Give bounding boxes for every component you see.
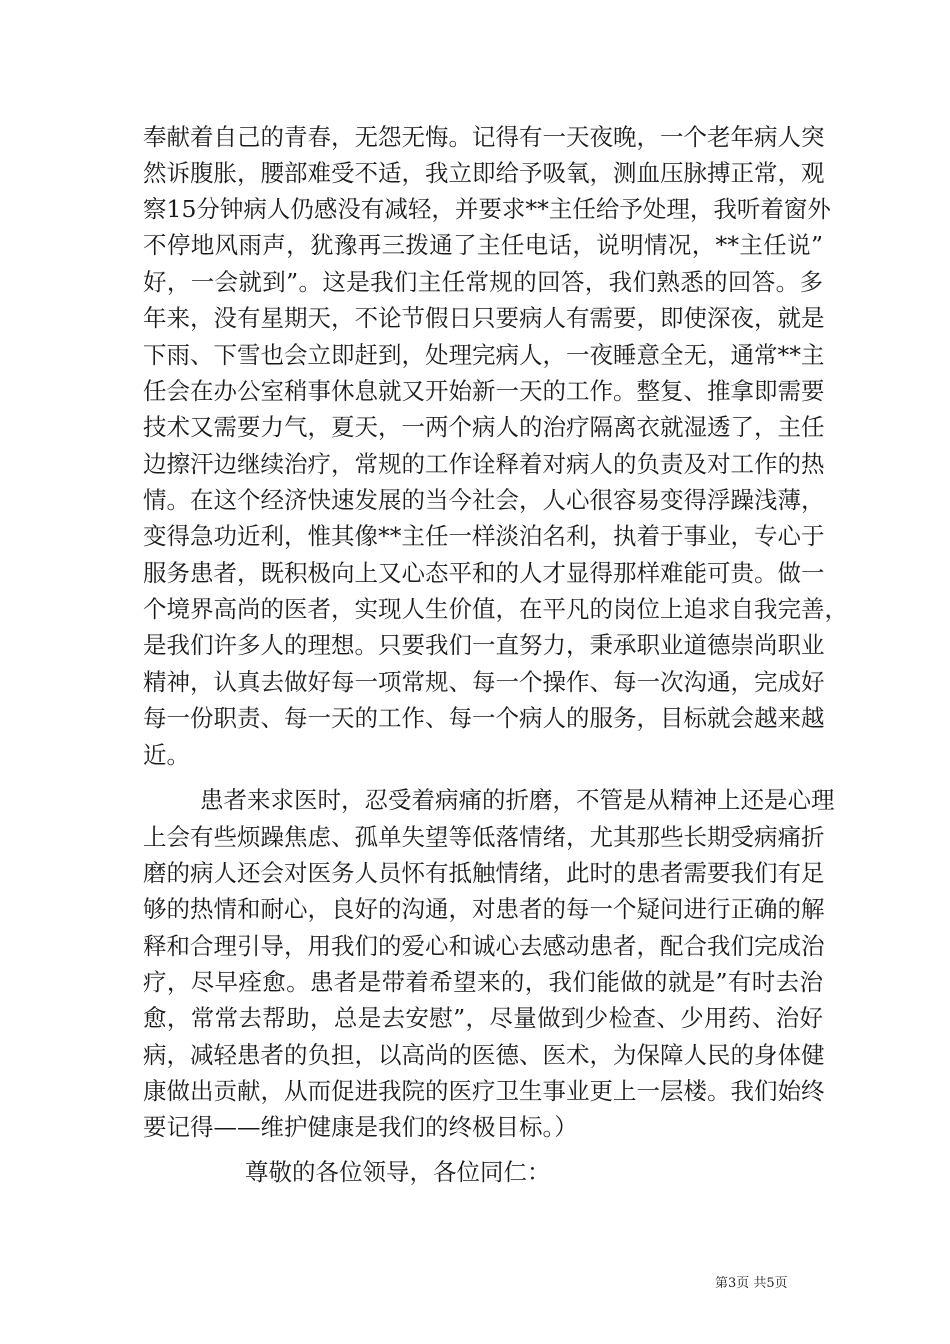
paragraph-line: 患者来求医时，忍受着病痛的折磨，不管是从精神上还是心理 (200, 786, 835, 814)
greeting-line: 尊敬的各位领导，各位同仁： (245, 1158, 551, 1186)
paragraph-line: 够的热情和耐心，良好的沟通，对患者的每一个疑问进行正确的解 (143, 895, 825, 923)
paragraph-line: 下雨、下雪也会立即赶到，处理完病人，一夜睡意全无，通常**主 (143, 341, 825, 369)
paragraph-line: 精神，认真去做好每一项常规、每一个操作、每一次沟通，完成好 (143, 668, 825, 696)
paragraph-line: 疗，尽早痊愈。患者是带着希望来的，我们能做的就是”有时去治 (143, 968, 823, 996)
paragraph-line: 康做出贡献，从而促进我院的医疗卫生事业更上一层楼。我们始终 (143, 1077, 825, 1105)
paragraph-line: 技术又需要力气，夏天，一两个病人的治疗隔离衣就湿透了，主任 (143, 413, 825, 441)
paragraph-line: 近。 (143, 741, 190, 769)
page-number: 第3页 共5页 (715, 1276, 788, 1291)
paragraph-line: 释和合理引导，用我们的爱心和诚心去感动患者，配合我们完成治 (143, 932, 825, 960)
paragraph-line: 然诉腹胀，腰部难受不适，我立即给予吸氧，测血压脉搏正常，观 (143, 159, 825, 187)
paragraph-line: 奉献着自己的青春，无怨无悔。记得有一天夜晚，一个老年病人突 (143, 123, 825, 151)
paragraph-line: 要记得——维护健康是我们的终极目标。） (143, 1113, 578, 1141)
paragraph-line: 愈，常常去帮助，总是去安慰”，尽量做到少检查、少用药、治好 (143, 1004, 823, 1032)
paragraph-line: 年来，没有星期天，不论节假日只要病人有需要，即使深夜，就是 (143, 304, 825, 332)
paragraph-line: 情。在这个经济快速发展的当今社会，人心很容易变得浮躁浅薄， (143, 486, 825, 514)
paragraph-line: 边擦汗边继续治疗，常规的工作诠释着对病人的负责及对工作的热 (143, 450, 825, 478)
paragraph-line: 病，减轻患者的负担，以高尚的医德、医术，为保障人民的身体健 (143, 1041, 825, 1069)
paragraph-line: 上会有些烦躁焦虑、孤单失望等低落情绪，尤其那些长期受病痛折 (143, 823, 825, 851)
paragraph-line: 个境界高尚的医者，实现人生价值，在平凡的岗位上追求自我完善， (143, 595, 848, 623)
paragraph-line: 磨的病人还会对医务人员怀有抵触情绪，此时的患者需要我们有足 (143, 859, 825, 887)
paragraph-line: 好，一会就到”。这是我们主任常规的回答，我们熟悉的回答。多 (143, 268, 823, 296)
paragraph-line: 每一份职责、每一天的工作、每一个病人的服务，目标就会越来越 (143, 704, 825, 732)
paragraph-line: 任会在办公室稍事休息就又开始新一天的工作。整复、推拿即需要 (143, 377, 825, 405)
paragraph-line: 变得急功近利，惟其像**主任一样淡泊名利，执着于事业，专心于 (143, 522, 825, 550)
paragraph-line: 不停地风雨声，犹豫再三拨通了主任电话，说明情况，**主任说” (143, 231, 823, 259)
paragraph-line: 是我们许多人的理想。只要我们一直努力，秉承职业道德崇尚职业 (143, 631, 825, 659)
paragraph-line: 服务患者，既积极向上又心态平和的人才显得那样难能可贵。做一 (143, 559, 825, 587)
paragraph-line: 察15分钟病人仍感没有减轻，并要求**主任给予处理，我听着窗外 (143, 195, 831, 223)
